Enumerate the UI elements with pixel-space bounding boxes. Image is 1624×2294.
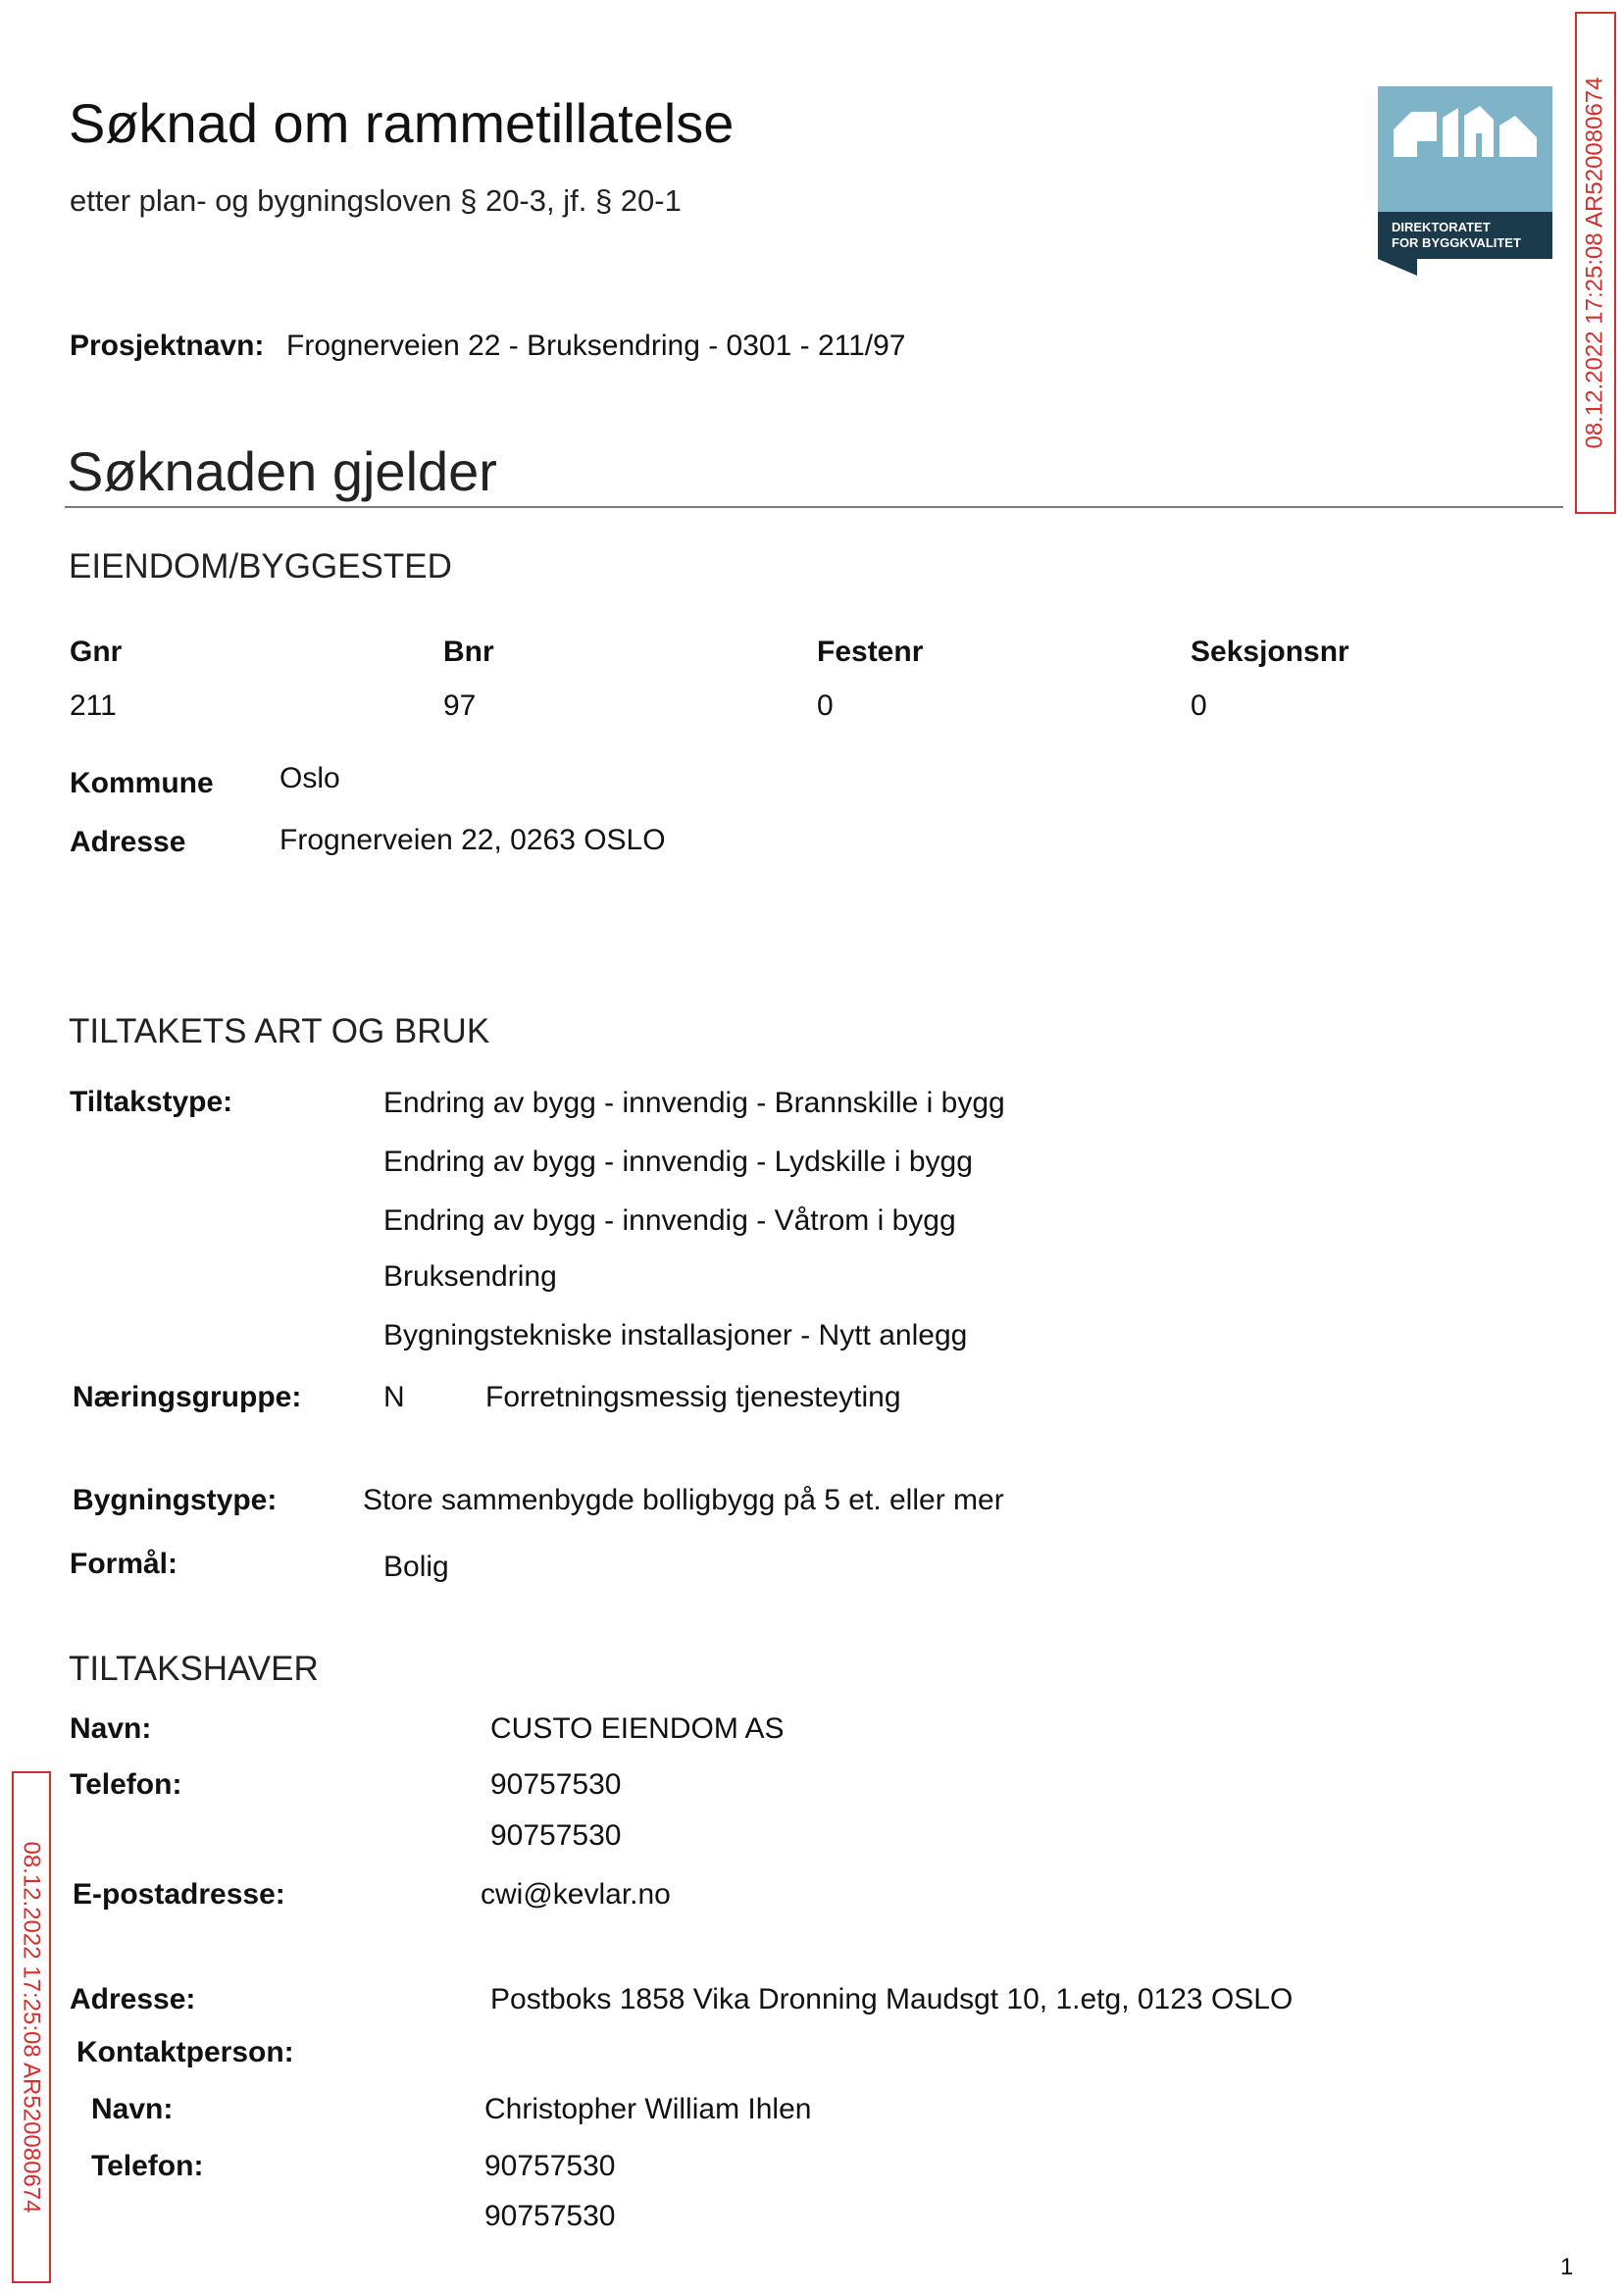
- tiltak-heading: TILTAKETS ART OG BRUK: [69, 1012, 490, 1050]
- tiltakstype-label: Tiltakstype:: [70, 1086, 233, 1118]
- page-number: 1: [1560, 2254, 1574, 2280]
- section-divider: [65, 506, 1563, 508]
- section-title: Søknaden gjelder: [67, 440, 497, 502]
- naeringsgruppe-label: Næringsgruppe:: [73, 1381, 302, 1413]
- adresse-value: Frognerveien 22, 0263 OSLO: [279, 824, 666, 856]
- navn-value: CUSTO EIENDOM AS: [490, 1712, 785, 1745]
- kommune-label: Kommune: [70, 767, 214, 799]
- tiltakstype-item: Endring av bygg - innvendig - Våtrom i bygg: [383, 1204, 956, 1237]
- kontaktperson-label: Kontaktperson:: [76, 2036, 294, 2068]
- kontakt-navn-label: Navn:: [91, 2093, 174, 2125]
- epost-label: E-postadresse:: [73, 1878, 285, 1911]
- tiltakstype-item: Bygningstekniske installasjoner - Nytt anlegg: [383, 1319, 968, 1351]
- gnr-label: Gnr: [70, 636, 123, 668]
- adresse-label: Adresse:: [70, 1983, 196, 2015]
- seksjonsnr-label: Seksjonsnr: [1191, 636, 1349, 668]
- document-title: Søknad om rammetillatelse: [69, 92, 735, 154]
- archive-stamp-top: [1575, 12, 1616, 514]
- tiltakstype-item: Endring av bygg - innvendig - Brannskille i bygg: [383, 1087, 1005, 1119]
- kommune-value: Oslo: [279, 762, 340, 794]
- seksjonsnr-value: 0: [1191, 689, 1207, 722]
- archive-stamp-bottom: [12, 1771, 51, 2283]
- svg-text:FOR BYGGKVALITET: FOR BYGGKVALITET: [1392, 235, 1521, 250]
- document-subtitle: etter plan- og bygningsloven § 20-3, jf. § 20-1: [70, 183, 682, 218]
- formal-value: Bolig: [383, 1551, 449, 1583]
- kontakt-telefon-value: 90757530: [484, 2200, 616, 2232]
- project-name-value: Frognerveien 22 - Bruksendring - 0301 - 211/97: [286, 330, 906, 362]
- kontakt-telefon-value: 90757530: [484, 2150, 616, 2182]
- festenr-label: Festenr: [817, 636, 924, 668]
- epost-value: cwi@kevlar.no: [481, 1878, 671, 1911]
- formal-label: Formål:: [70, 1548, 178, 1580]
- adresse-label: Adresse: [70, 826, 186, 858]
- festenr-value: 0: [817, 689, 834, 722]
- svg-text:DIREKTORATET: DIREKTORATET: [1392, 220, 1491, 234]
- navn-label: Navn:: [70, 1712, 152, 1745]
- bygningstype-value: Store sammenbygde bolligbygg på 5 et. eller mer: [363, 1484, 1004, 1516]
- property-heading: EIENDOM/BYGGESTED: [69, 547, 452, 586]
- tiltakstype-item: Endring av bygg - innvendig - Lydskille i bygg: [383, 1146, 973, 1178]
- archive-stamp-text: 08.12.2022 17:25:08 AR520080674: [19, 1841, 45, 2214]
- kontakt-navn-value: Christopher William Ihlen: [484, 2093, 812, 2125]
- telefon-value: 90757530: [490, 1768, 622, 1801]
- tiltakshaver-heading: TILTAKSHAVER: [69, 1650, 319, 1688]
- telefon-value: 90757530: [490, 1819, 622, 1852]
- tiltakstype-item: Bruksendring: [383, 1260, 557, 1293]
- dibk-logo: [1378, 86, 1552, 276]
- bnr-label: Bnr: [443, 636, 494, 668]
- gnr-value: 211: [70, 689, 117, 722]
- naeringsgruppe-code: N: [383, 1381, 405, 1413]
- naeringsgruppe-value: Forretningsmessig tjenesteyting: [485, 1381, 901, 1413]
- adresse-value: Postboks 1858 Vika Dronning Maudsgt 10, 1.etg, 0123 OSLO: [490, 1983, 1294, 2015]
- project-name-label: Prosjektnavn:: [70, 330, 265, 362]
- bnr-value: 97: [443, 689, 477, 722]
- kontakt-telefon-label: Telefon:: [91, 2150, 204, 2182]
- archive-stamp-text: 08.12.2022 17:25:08 AR520080674: [1582, 76, 1608, 449]
- bygningstype-label: Bygningstype:: [73, 1484, 278, 1516]
- telefon-label: Telefon:: [70, 1768, 182, 1801]
